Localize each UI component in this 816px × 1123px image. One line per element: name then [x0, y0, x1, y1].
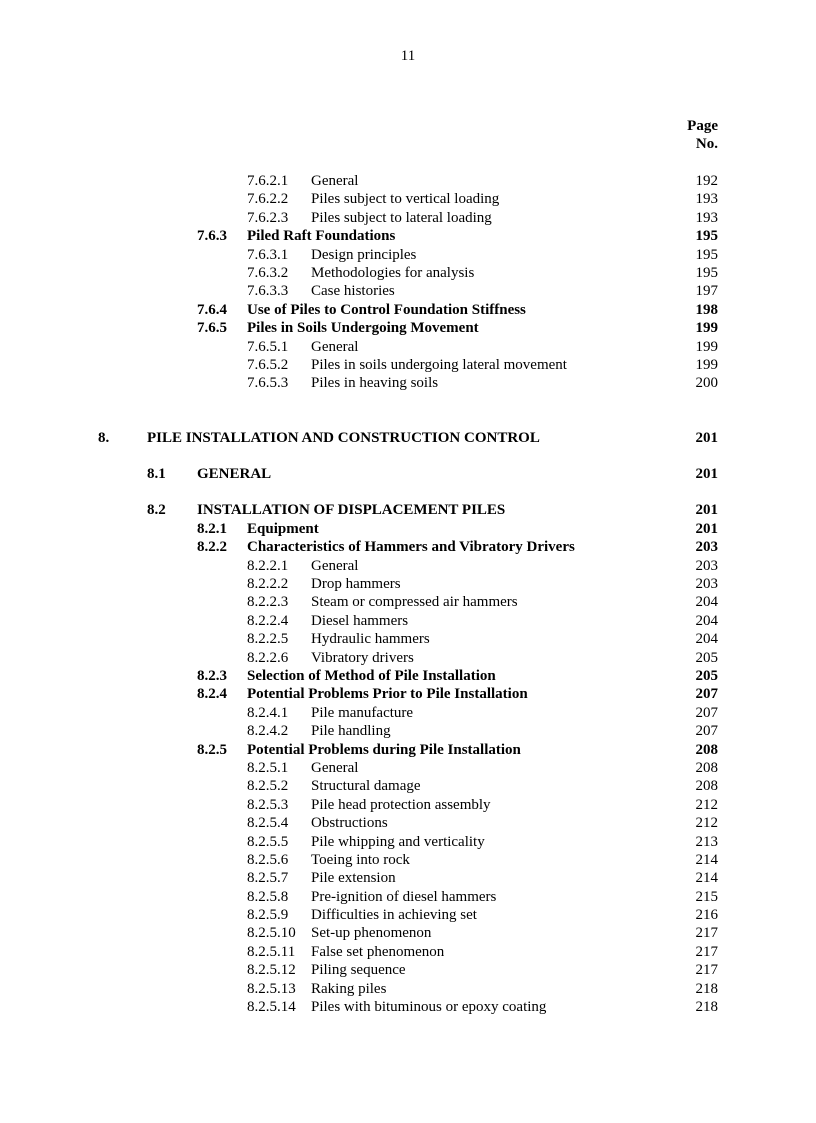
- toc-entry: [0, 612, 816, 630]
- toc-entry-page: 214: [695, 870, 718, 887]
- toc-entry-page: 205: [695, 649, 718, 666]
- toc-entry-title: Obstructions: [311, 815, 388, 832]
- toc-entry-number: 7.6.3.3: [247, 283, 289, 300]
- toc-entry-number: 7.6.2.1: [247, 173, 289, 189]
- toc-entry-title: False set phenomenon: [311, 943, 445, 960]
- toc-entry-page: 204: [695, 612, 718, 629]
- toc-entry: [0, 851, 816, 869]
- toc-entry-title: Vibratory drivers: [311, 649, 414, 666]
- toc-entry-number: 8.2.5.5: [247, 833, 289, 850]
- toc-entry-title: INSTALLATION OF DISPLACEMENT PILES: [197, 502, 506, 519]
- toc-entry-number: 8.2.2: [197, 539, 227, 556]
- toc-entry: [0, 593, 816, 611]
- toc-entry-title: Case histories: [311, 283, 395, 300]
- toc-entry: [0, 520, 816, 538]
- toc-entry: [0, 814, 816, 832]
- toc-entry-page: 218: [695, 999, 718, 1016]
- toc-entry-number: 8.2: [147, 502, 166, 519]
- toc-entry-number: 8.2.2.2: [247, 576, 289, 593]
- toc-entry-page: 201: [695, 520, 718, 537]
- toc-entry-title: Pile whipping and verticality: [311, 833, 485, 850]
- toc-entry: [0, 888, 816, 906]
- toc-entry-number: 7.6.5.3: [247, 375, 289, 392]
- toc-entry: [0, 685, 816, 703]
- toc-entry-number: 7.6.3.1: [247, 246, 289, 263]
- toc-entry-number: 7.6.5.2: [247, 356, 289, 373]
- toc-entry-number: 8.2.4: [197, 686, 227, 703]
- toc-entry-page: 217: [695, 962, 718, 979]
- toc-entry-number: 8.2.5.2: [247, 778, 289, 795]
- toc-entry: [0, 649, 816, 667]
- toc-entry-title: Piles in soils undergoing lateral movement: [311, 356, 567, 373]
- toc-entry-page: 203: [695, 539, 718, 556]
- toc-entry-title: GENERAL: [197, 466, 272, 483]
- toc-entry-page: 201: [695, 466, 718, 483]
- toc-entry-number: 8.2.5.10: [247, 925, 296, 942]
- toc-entry-title: Piles in heaving soils: [311, 375, 439, 392]
- toc-entry-page: 199: [695, 320, 718, 337]
- toc-entry-title: Steam or compressed air hammers: [311, 594, 518, 611]
- table-of-contents: [0, 172, 816, 1016]
- toc-entry-title: Pile handling: [311, 723, 391, 740]
- toc-entry: [0, 538, 816, 556]
- toc-entry-page: 214: [695, 851, 718, 868]
- toc-entry-page: 204: [695, 631, 718, 648]
- toc-entry-title: Diesel hammers: [311, 612, 409, 629]
- toc-entry-title: Pre-ignition of diesel hammers: [311, 888, 497, 905]
- toc-entry-page: 204: [695, 594, 718, 611]
- toc-entry-number: 8.2.5.8: [247, 888, 289, 905]
- toc-entry-number: 8.2.1: [197, 520, 227, 537]
- toc-entry: [0, 924, 816, 942]
- toc-entry-page: 215: [695, 888, 718, 905]
- toc-entry-title: Pile extension: [311, 870, 396, 887]
- toc-entry: [0, 980, 816, 998]
- toc-entry-page: 213: [695, 833, 718, 850]
- toc-entry: [0, 319, 816, 337]
- toc-entry-page: 207: [695, 723, 718, 740]
- toc-entry-page: 201: [695, 429, 718, 446]
- toc-entry-number: 7.6.3: [197, 228, 227, 245]
- toc-entry-title: Piles subject to lateral loading: [311, 209, 492, 226]
- page-column-header-line2: No.: [695, 136, 718, 152]
- toc-entry-number: 8.2.2.4: [247, 612, 289, 629]
- toc-entry-title: Methodologies for analysis: [311, 264, 475, 281]
- toc-entry-title: Characteristics of Hammers and Vibratory Drivers: [247, 539, 575, 556]
- toc-entry: [0, 869, 816, 887]
- toc-entry: [0, 833, 816, 851]
- toc-entry-title: Pile manufacture: [311, 704, 414, 721]
- toc-entry-number: 8.2.5.3: [247, 796, 289, 813]
- toc-entry: [0, 374, 816, 392]
- toc-entry-number: 8.2.5.12: [247, 962, 296, 979]
- toc-entry: [0, 557, 816, 575]
- toc-entry: [0, 227, 816, 245]
- toc-entry-title: Equipment: [247, 520, 319, 537]
- toc-entry-page: 216: [695, 907, 718, 924]
- toc-entry-number: 7.6.5: [197, 320, 227, 337]
- toc-entry-page: 193: [695, 209, 718, 226]
- toc-entry: [0, 282, 816, 300]
- toc-entry: [0, 759, 816, 777]
- toc-entry-title: Raking piles: [311, 980, 387, 997]
- toc-entry-page: 208: [695, 778, 718, 795]
- toc-entry-page: 203: [695, 557, 718, 574]
- toc-entry-page: 201: [695, 502, 718, 519]
- toc-entry-page: 212: [695, 796, 718, 813]
- toc-entry-number: 7.6.5.1: [247, 338, 289, 355]
- toc-entry-page: 195: [695, 246, 718, 263]
- toc-entry-number: 8.2.2.1: [247, 557, 289, 574]
- toc-entry: [0, 777, 816, 795]
- toc-entry-number: 8.2.5.9: [247, 907, 289, 924]
- toc-entry-number: 7.6.2.2: [247, 191, 289, 208]
- toc-entry: [0, 704, 816, 722]
- toc-entry-page: 212: [695, 815, 718, 832]
- toc-entry-title: Use of Piles to Control Foundation Stiffness: [247, 301, 526, 318]
- toc-entry-title: Piles with bituminous or epoxy coating: [311, 999, 547, 1016]
- toc-entry-page: 195: [695, 228, 718, 245]
- page-column-header: [687, 117, 718, 153]
- toc-entry: [0, 429, 816, 447]
- toc-entry-number: 8.2.5.1: [247, 759, 289, 776]
- toc-entry-title: Piles in Soils Undergoing Movement: [247, 320, 479, 337]
- toc-entry-number: 8.2.5: [197, 741, 227, 758]
- toc-entry-page: 205: [695, 667, 718, 684]
- toc-entry-number: 8.2.5.13: [247, 980, 296, 997]
- toc-entry-title: Set-up phenomenon: [311, 925, 432, 942]
- page-column-header-line1: Page: [687, 118, 718, 134]
- toc-entry-number: 8.2.5.4: [247, 815, 289, 832]
- toc-entry-number: 8.2.4.2: [247, 723, 289, 740]
- toc-entry: [0, 943, 816, 961]
- toc-entry: [0, 961, 816, 979]
- toc-entry-title: General: [311, 759, 359, 776]
- toc-entry: [0, 264, 816, 282]
- toc-entry-title: General: [311, 338, 359, 355]
- toc-entry-number: 8.2.2.3: [247, 594, 289, 611]
- toc-entry-number: 8.2.5.7: [247, 870, 289, 887]
- toc-entry: [0, 338, 816, 356]
- toc-entry-title: General: [311, 173, 359, 189]
- toc-entry-number: 8.: [98, 429, 110, 446]
- toc-entry-number: 8.2.2.5: [247, 631, 289, 648]
- toc-entry: [0, 172, 816, 190]
- toc-entry-page: 200: [695, 375, 718, 392]
- toc-entry: [0, 998, 816, 1016]
- toc-entry-page: 195: [695, 264, 718, 281]
- toc-entry-number: 8.2.5.11: [247, 943, 296, 960]
- toc-entry-number: 7.6.2.3: [247, 209, 289, 226]
- toc-entry: [0, 465, 816, 483]
- toc-entry: [0, 796, 816, 814]
- toc-entry: [0, 667, 816, 685]
- toc-entry: [0, 301, 816, 319]
- toc-entry-number: 7.6.3.2: [247, 264, 289, 281]
- toc-entry: [0, 209, 816, 227]
- toc-entry-number: 8.1: [147, 466, 166, 483]
- toc-entry-page: 199: [695, 356, 718, 373]
- toc-entry-title: Structural damage: [311, 778, 421, 795]
- toc-entry: [0, 575, 816, 593]
- toc-entry-page: 203: [695, 576, 718, 593]
- toc-entry-title: Pile head protection assembly: [311, 796, 491, 813]
- toc-entry-page: 217: [695, 925, 718, 942]
- toc-entry-title: Potential Problems Prior to Pile Installation: [247, 686, 528, 703]
- toc-entry-number: 7.6.4: [197, 301, 227, 318]
- toc-entry-title: General: [311, 557, 359, 574]
- toc-entry-title: Piled Raft Foundations: [247, 228, 396, 245]
- toc-entry-page: 199: [695, 338, 718, 355]
- toc-entry-page: 207: [695, 686, 718, 703]
- toc-entry: [0, 501, 816, 519]
- toc-entry-title: Drop hammers: [311, 576, 401, 593]
- toc-entry-title: Hydraulic hammers: [311, 631, 430, 648]
- toc-entry: [0, 630, 816, 648]
- toc-entry-number: 8.2.5.14: [247, 999, 296, 1016]
- toc-entry-title: Selection of Method of Pile Installation: [247, 667, 496, 684]
- toc-entry-page: 217: [695, 943, 718, 960]
- toc-entry-page: 207: [695, 704, 718, 721]
- toc-entry-page: 208: [695, 759, 718, 776]
- toc-entry: [0, 190, 816, 208]
- toc-entry-title: Difficulties in achieving set: [311, 907, 477, 924]
- page-number: 11: [400, 48, 416, 64]
- toc-entry-title: Toeing into rock: [311, 851, 410, 868]
- toc-entry-number: 8.2.2.6: [247, 649, 289, 666]
- toc-entry: [0, 741, 816, 759]
- toc-entry: [0, 722, 816, 740]
- toc-entry-page: 198: [695, 301, 718, 318]
- toc-entry-page: 192: [695, 173, 718, 189]
- toc-entry-number: 8.2.4.1: [247, 704, 289, 721]
- toc-entry-page: 218: [695, 980, 718, 997]
- toc-entry-title: Piles subject to vertical loading: [311, 191, 500, 208]
- toc-entry-number: 8.2.3: [197, 667, 227, 684]
- toc-entry-title: Potential Problems during Pile Installation: [247, 741, 521, 758]
- toc-entry: [0, 906, 816, 924]
- toc-entry: [0, 356, 816, 374]
- toc-entry-page: 193: [695, 191, 718, 208]
- toc-entry-title: Design principles: [311, 246, 417, 263]
- toc-entry-page: 208: [695, 741, 718, 758]
- toc-entry: [0, 246, 816, 264]
- toc-entry-title: Piling sequence: [311, 962, 406, 979]
- toc-entry-title: PILE INSTALLATION AND CONSTRUCTION CONTROL: [147, 429, 540, 446]
- toc-entry-number: 8.2.5.6: [247, 851, 289, 868]
- toc-entry-page: 197: [695, 283, 718, 300]
